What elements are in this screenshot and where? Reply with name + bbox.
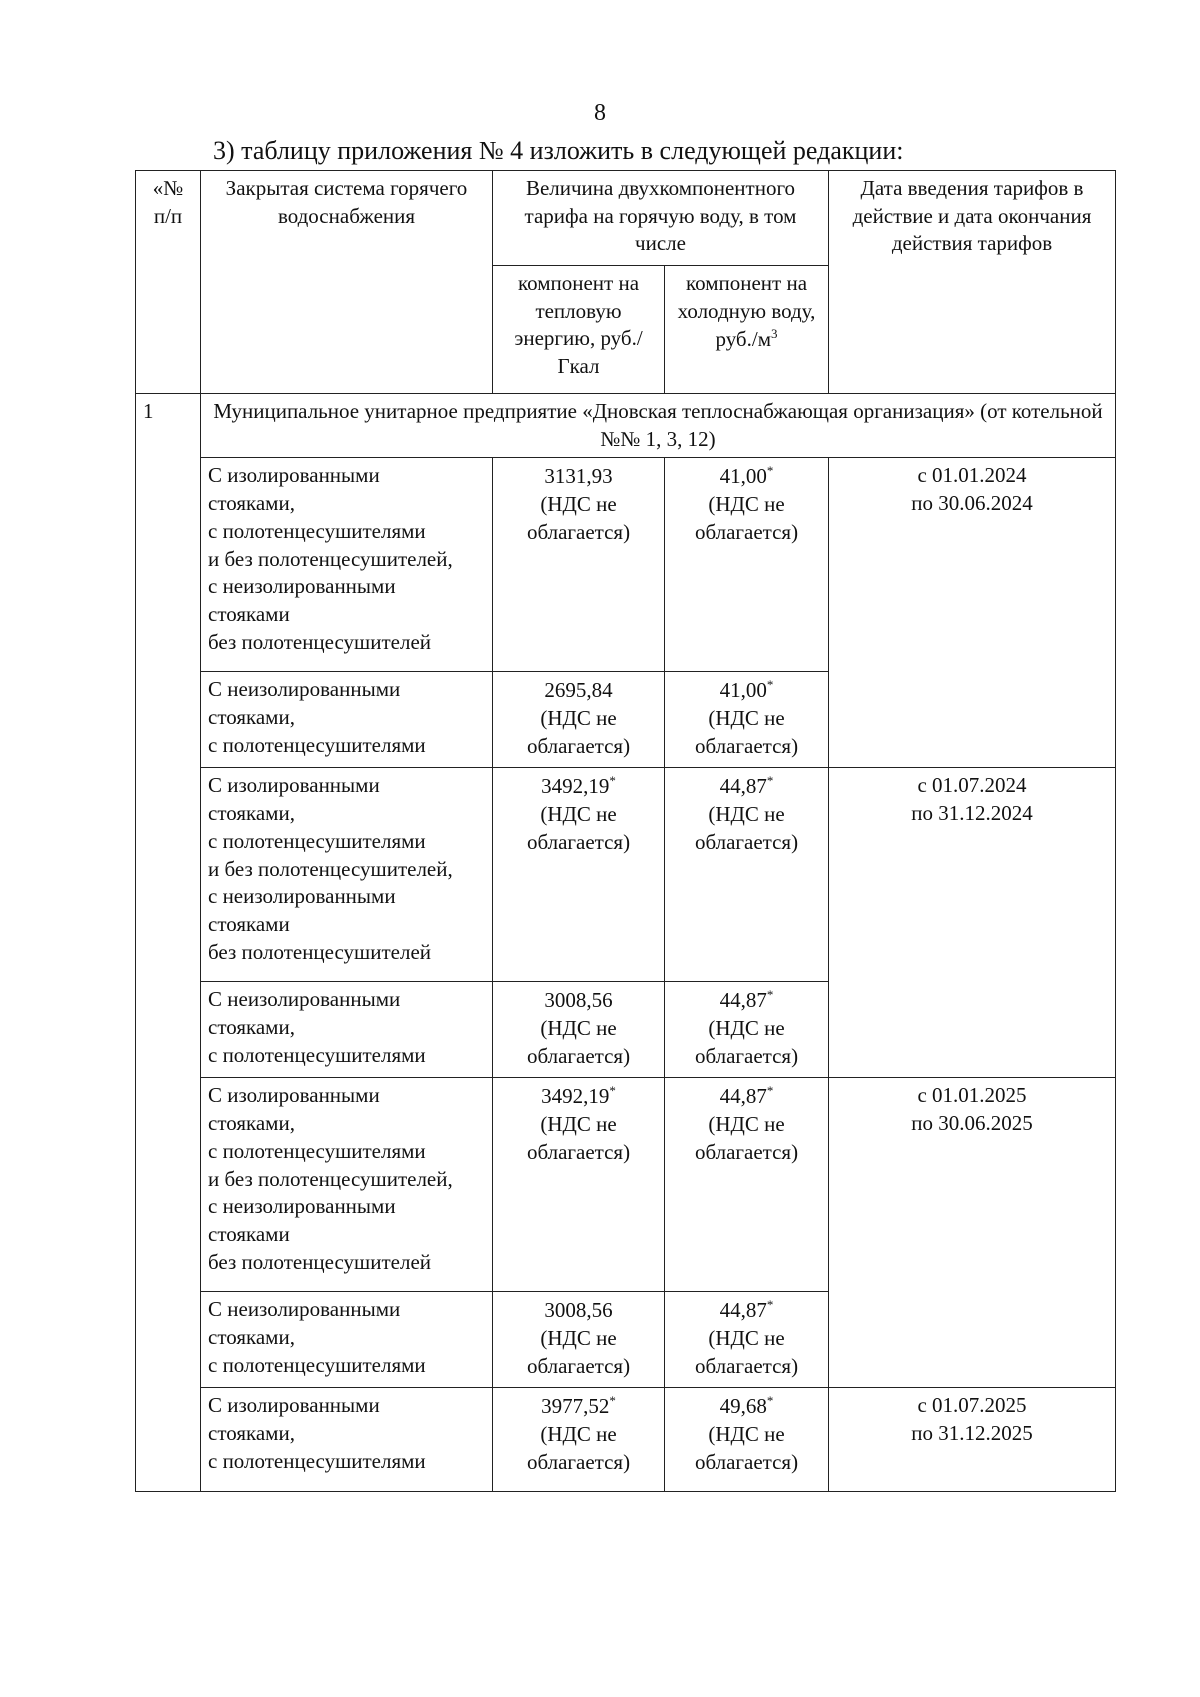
heat-value: 3131,93 [544,464,613,489]
cold-star: * [766,1297,774,1313]
system-description: С неизолированными стояками, с полотенцесушителями [201,672,493,768]
cold-value: 41,00 [719,678,767,703]
cold-component-cell [665,1292,829,1388]
system-description: С неизолированными стояками, с полотенцесушителями [201,1292,493,1388]
period-dates: с 01.01.2024 по 30.06.2024 [829,458,1116,768]
heat-component-cell [493,768,665,982]
vat-note: (НДС не облагается) [694,706,799,758]
heat-value: 3492,19 [541,774,610,799]
vat-note: (НДС не облагается) [694,802,799,854]
vat-note: (НДС не облагается) [526,1016,631,1068]
cold-star: * [766,463,774,479]
system-description: С неизолированными стояками, с полотенцесушителями [201,982,493,1078]
header-row [136,171,1116,266]
table-row [136,768,1116,982]
period-dates: с 01.01.2025 по 30.06.2025 [829,1078,1116,1388]
header-cold-sup: 3 [771,326,778,342]
heat-value: 2695,84 [544,678,613,703]
cold-component-cell [665,768,829,982]
cold-value: 44,87 [719,1298,767,1323]
header-cold-component [665,266,829,394]
period-dates: с 01.07.2025 по 31.12.2025 [829,1388,1116,1492]
vat-note: (НДС не облагается) [526,1422,631,1474]
header-dates: Дата введения тарифов в действие и дата окончания действия тарифов [829,171,1116,394]
vat-note: (НДС не облагается) [694,1112,799,1164]
heat-value: 3008,56 [544,1298,613,1323]
heat-component-cell [493,982,665,1078]
cold-value: 44,87 [719,988,767,1013]
cold-star: * [766,773,774,789]
heat-value: 3977,52 [541,1394,610,1419]
vat-note: (НДС не облагается) [526,802,631,854]
vat-note: (НДС не облагается) [694,1422,799,1474]
heat-component-cell [493,1388,665,1492]
heat-value: 3008,56 [544,988,613,1013]
organization-name: Муниципальное унитарное предприятие «Дновская теплоснабжающая организация» (от котельной №№ 1, 3, 12) [201,394,1116,458]
organization-row [136,394,1116,458]
system-description: С изолированными стояками, с полотенцесушителями и без полотенцесушителей, с неизолированными стояками без полотенцесушителей [201,1078,493,1292]
heat-star: * [609,1083,616,1099]
cold-star: * [766,1083,774,1099]
period-dates: с 01.07.2024 по 31.12.2024 [829,768,1116,1078]
vat-note: (НДС не облагается) [526,706,631,758]
heat-component-cell [493,672,665,768]
cold-component-cell [665,1388,829,1492]
cold-star: * [766,987,774,1003]
header-num: «№ п/п [136,171,201,394]
vat-note: (НДС не облагается) [526,1112,631,1164]
cold-value: 44,87 [719,1084,767,1109]
cold-component-cell [665,982,829,1078]
cold-value: 41,00 [719,464,767,489]
cold-component-cell [665,458,829,672]
heat-component-cell [493,1292,665,1388]
heat-component-cell [493,458,665,672]
header-tariff: Величина двухкомпонентного тарифа на горячую воду, в том числе [493,171,829,266]
intro-text: 3) таблицу приложения № 4 изложить в следующей редакции: [213,136,904,165]
heat-value: 3492,19 [541,1084,610,1109]
tariff-table [135,170,1116,1492]
heat-star: * [609,773,616,789]
cold-component-cell [665,1078,829,1292]
cold-star: * [766,677,774,693]
table-row [136,1078,1116,1292]
system-description: С изолированными стояками, с полотенцесушителями [201,1388,493,1492]
table-row [136,1388,1116,1492]
system-description: С изолированными стояками, с полотенцесушителями и без полотенцесушителей, с неизолированными стояками без полотенцесушителей [201,458,493,672]
cold-value: 44,87 [719,774,767,799]
vat-note: (НДС не облагается) [694,1016,799,1068]
cold-value: 49,68 [719,1394,767,1419]
heat-component-cell [493,1078,665,1292]
header-cold-text: компонент на холодную воду, руб./м [677,271,816,352]
cold-star: * [766,1393,774,1409]
header-system: Закрытая система горячего водоснабжения [201,171,493,394]
heat-star: * [609,1393,616,1409]
header-heat-component: компонент на тепловую энергию, руб./Гкал [493,266,665,394]
system-description: С изолированными стояками, с полотенцесушителями и без полотенцесушителей, с неизолированными стояками без полотенцесушителей [201,768,493,982]
vat-note: (НДС не облагается) [526,1326,631,1378]
vat-note: (НДС не облагается) [694,1326,799,1378]
cold-component-cell [665,672,829,768]
vat-note: (НДС не облагается) [526,492,631,544]
vat-note: (НДС не облагается) [694,492,799,544]
page-number: 8 [594,100,606,126]
table-row [136,458,1116,672]
row-number: 1 [136,394,201,1492]
